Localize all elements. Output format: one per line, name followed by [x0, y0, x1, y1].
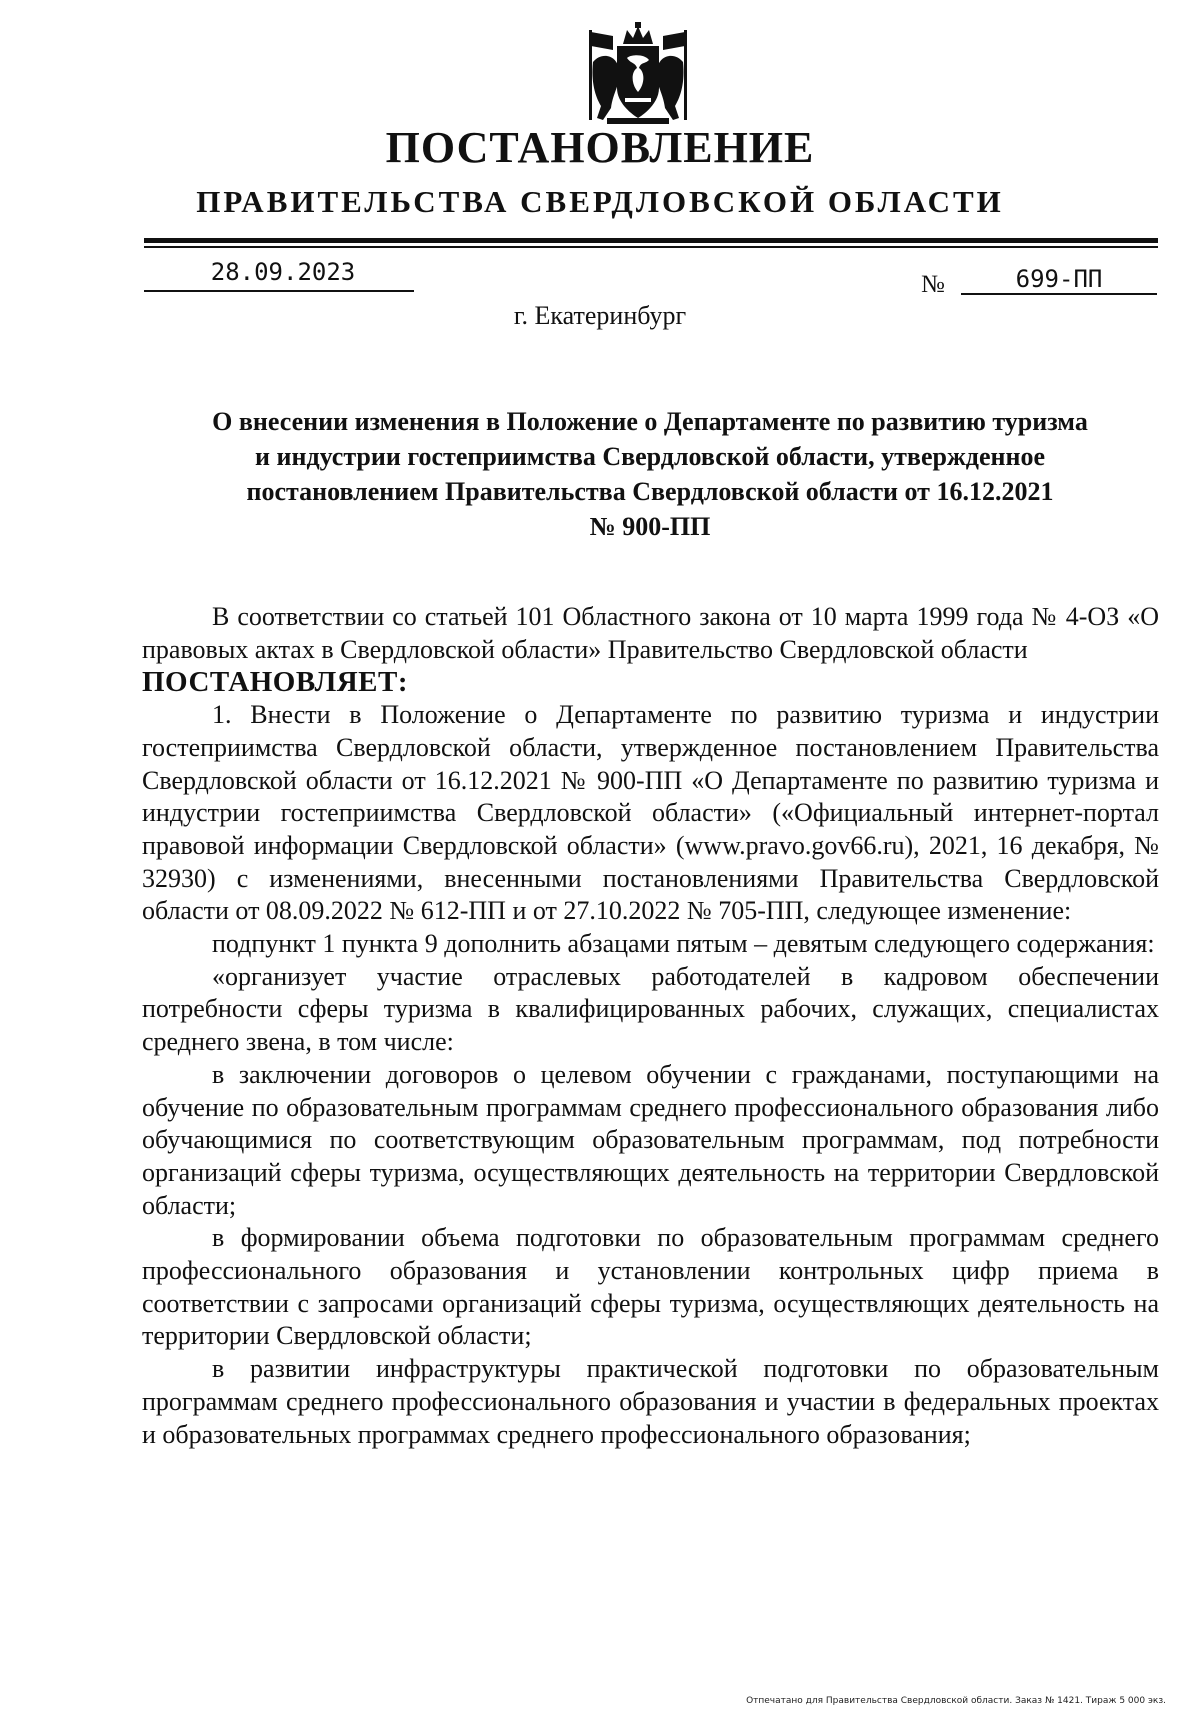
body-paragraph: 1. Внести в Положение о Департаменте по развитию туризма и индустрии гостеприимства Свердловской области, утвержденное постановлением Правительства Свердловской области от 16.12.2021 № 900-ПП «О Департаменте по развитию туризма и индустрии гостеприимства Свердловской области» («Официальный интернет-портал правовой информации Свердловской области» (www.pravo.gov66.ru), 2021, 16 декабря, № 32930) с изменениями, внесенными постановлениями Правительства Свердловской области от 08.09.2022 № 612-ПП и от 27.10.2022 № 705-ПП, следующее изменение:	[142, 700, 1159, 926]
number-label: №	[921, 271, 945, 298]
heading-line: № 900-ПП	[589, 512, 711, 541]
city-of-issue: г. Екатеринбург	[513, 301, 687, 330]
header-rule-thick	[144, 238, 1158, 243]
body-paragraph: в заключении договоров о целевом обучении с гражданами, поступающими на обучение по образовательным программам среднего профессионального образования либо обучающимися по соответствующим образовательным программам, под потребности организаций сферы туризма, осуществляющих деятельность на территории Свердловской области;	[142, 1059, 1159, 1220]
preamble-paragraph: В соответствии со статьей 101 Областного закона от 10 марта 1999 года № 4-ОЗ «О правовых актах в Свердловской области» Правительство Свердловской области	[142, 602, 1159, 664]
document-body	[142, 601, 1159, 1451]
resolves-keyword: ПОСТАНОВЛЯЕТ:	[142, 666, 408, 699]
date-underline	[144, 290, 414, 292]
document-date: 28.09.2023	[210, 258, 356, 286]
body-paragraph: подпункт 1 пункта 9 дополнить абзацами пятым – девятым следующего содержания:	[212, 929, 1155, 959]
document-type-title: ПОСТАНОВЛЕНИЕ	[385, 123, 815, 172]
heading-line: постановлением Правительства Свердловской области от 16.12.2021	[246, 477, 1054, 506]
heading-line: и индустрии гостеприимства Свердловской области, утвержденное	[255, 442, 1045, 471]
header-rule-thin	[144, 246, 1158, 248]
sverdlovsk-coat-of-arms-icon	[583, 22, 693, 126]
number-underline	[961, 293, 1157, 295]
document-number: 699-ПП	[1015, 265, 1103, 293]
print-note: Отпечатано для Правительства Свердловской области. Заказ № 1421. Тираж 5 000 экз.	[746, 1696, 1166, 1706]
document-heading	[150, 404, 1150, 544]
body-paragraph: в формировании объема подготовки по образовательным программам среднего профессионального образования и установлении контрольных цифр приема в соответствии с запросами организаций сферы туризма, осуществляющих деятельность на территории Свердловской области;	[142, 1223, 1159, 1351]
body-paragraph: «организует участие отраслевых работодателей в кадровом обеспечении потребности сферы туризма в квалифицированных рабочих, служащих, специалистах среднего звена, в том числе:	[142, 961, 1159, 1057]
issuing-authority-title: ПРАВИТЕЛЬСТВА СВЕРДЛОВСКОЙ ОБЛАСТИ	[196, 184, 1004, 219]
heading-line: О внесении изменения в Положение о Департаменте по развитию туризма	[212, 407, 1088, 436]
body-paragraph: в развитии инфраструктуры практической подготовки по образовательным программам среднего профессионального образования и участии в федеральных проектах и образовательных программах среднего профессионального образования;	[142, 1354, 1159, 1449]
